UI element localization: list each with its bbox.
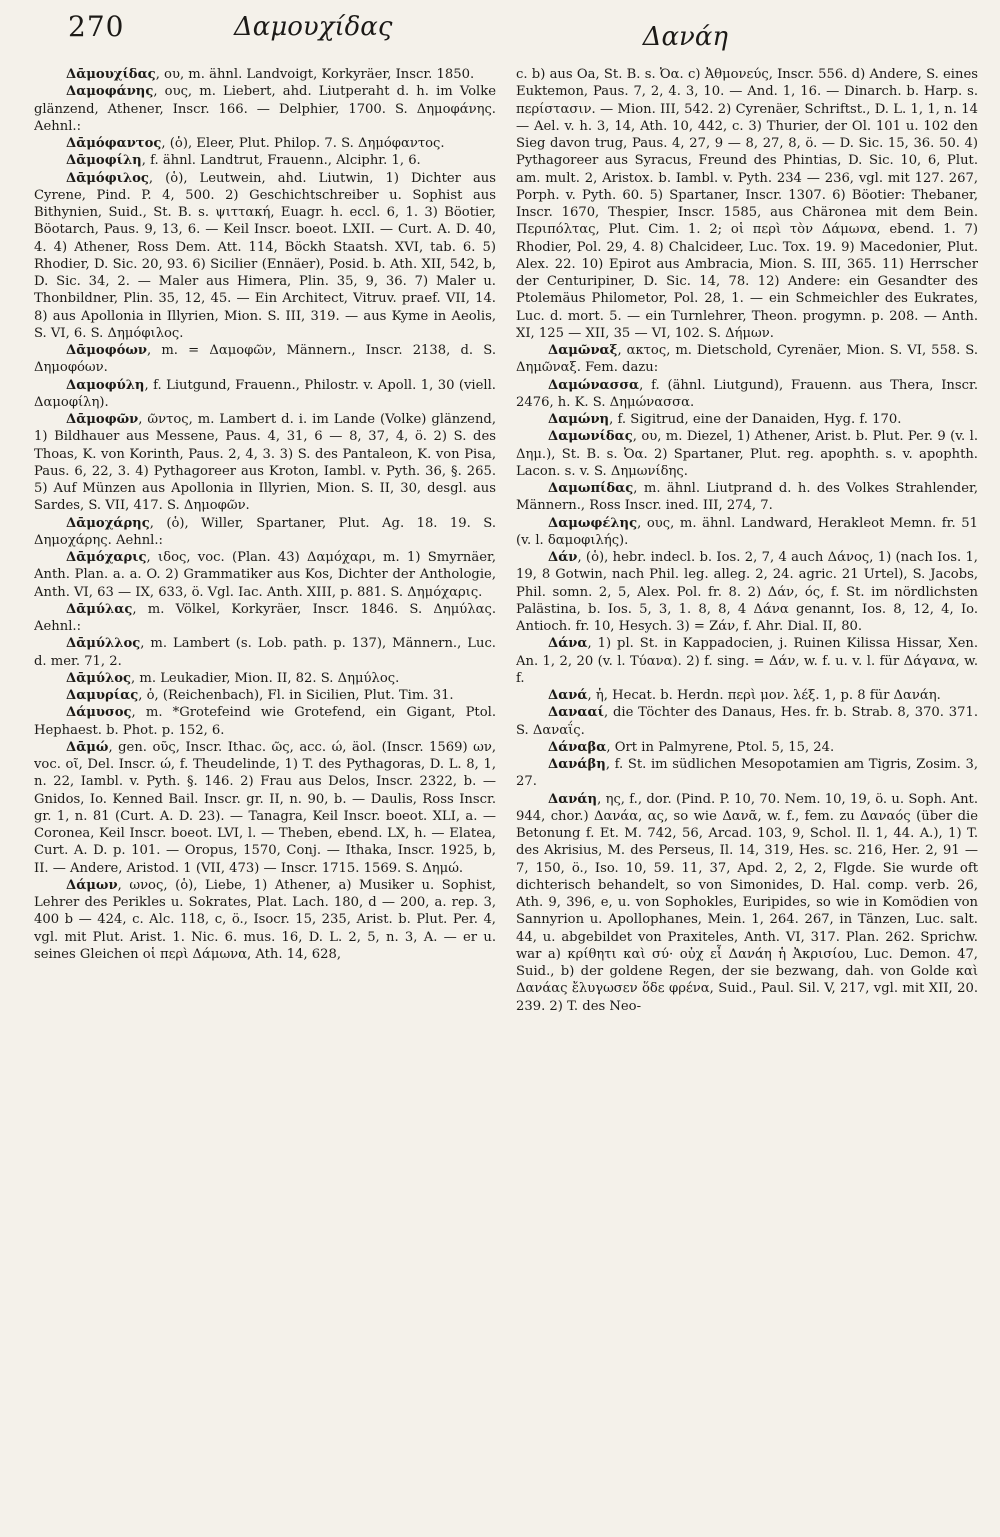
entry-text: , ου, m. Diezel, 1) Athener, Arist. b. Plut. Per. 9 (v. l. Δημ.), St. B. s. Ὀα. 2) Spartaner, Plut. reg. apophth. s. v. apophth. Lacon. s. v. S. Δημωνίδης. <box>516 429 978 479</box>
entry-headword: Δαμοφάνης <box>66 84 154 100</box>
entry-headword: Δᾱμύλλος <box>66 636 141 652</box>
entry-text: , (ὁ), Willer, Spartaner, Plut. Ag. 18. 19. S. Δημοχάρης. Aehnl.: <box>34 515 496 548</box>
entry-headword: Δανααί <box>548 705 605 721</box>
dictionary-entry <box>34 670 496 687</box>
entry-text: , ακτος, m. Dietschold, Cyrenäer, Mion. S. VI, 558. S. Δημῶναξ. Fem. dazu: <box>516 343 978 376</box>
dictionary-entry <box>516 515 978 550</box>
right-column <box>516 66 978 1525</box>
dictionary-entry <box>34 411 496 515</box>
entry-headword: Δαμωνίδας <box>548 429 633 445</box>
dictionary-entry <box>516 704 978 739</box>
dictionary-entry <box>516 342 978 377</box>
entry-headword: Δᾱμοχάρης <box>66 515 150 531</box>
entry-text: , (ὁ), Eleer, Plut. Philop. 7. S. Δημόφαντος. <box>161 136 445 151</box>
entry-text: , m. ähnl. Liutprand d. h. des Volkes Strahlender, Männern., Ross Inscr. ined. III, 274, 7. <box>516 481 978 514</box>
dictionary-entry <box>516 428 978 480</box>
page-number: 270 <box>68 10 125 43</box>
dictionary-entry <box>516 480 978 515</box>
dictionary-entry <box>34 66 496 83</box>
entry-text: , ωνος, (ὁ), Liebe, 1) Athener, a) Musiker u. Sophist, Lehrer des Perikles u. Sokrates, Plat. Lach. 180, d — 200, a. rep. 3, 400 b — 424, c. Alc. 118, c, ö., Isocr. 15, 235, Arist. b. Plut. Per. 4, vgl. mit Plut. Arist. 1. Nic. 6. mus. 16, D. L. 2, 5, n. 3, A. — er u. seines Gleichen οἱ περὶ Δάμωνα, Ath. 14, 628, <box>34 877 496 962</box>
entry-headword: Δᾱμοφόων <box>66 343 147 358</box>
entry-headword: Δᾱμύλας <box>66 601 133 617</box>
entry-headword: Δαμώνασσα <box>548 377 640 393</box>
dictionary-entry <box>34 377 496 412</box>
entry-text: , f. (ähnl. Liutgund), Frauenn. aus Thera, Inscr. 2476, h. K. S. Δημώνασσα. <box>516 377 978 410</box>
entry-headword: Δᾱμόφιλος <box>66 170 149 186</box>
entry-headword: Δάν <box>548 550 578 565</box>
entry-text: , 1) pl. St. in Kappadocien, j. Ruinen Kilissa Hissar, Xen. An. 1, 2, 20 (v. l. Τύανα). 2) f. sing. = Δάν, w. f. u. v. l. für Δάγανα, w. f. <box>516 636 978 686</box>
dictionary-entry <box>34 515 496 550</box>
entry-text: , f. Sigitrud, eine der Danaiden, Hyg. f. 170. <box>609 412 902 427</box>
entry-text: , m. *Grotefeind wie Grotefend, ein Gigant, Ptol. Hephaest. b. Phot. p. 152, 6. <box>34 705 496 738</box>
dictionary-entry <box>516 549 978 635</box>
right-running-head: Δανάη <box>642 22 728 52</box>
entry-headword: Δᾱμώ <box>66 739 109 755</box>
entry-text: c. b) aus Oa, St. B. s. Ὀα. c) Ἀθμονεύς, Inscr. 556. d) Andere, S. eines Euktemon, Paus. 7, 2, 4. 3, 10. — And. 1, 16. — Dinarch. b. Harp. s. περίστασιν. — Mion. III, 542. 2) Cyrenäer, Schriftst., D. L. 1, 1, n. 14 — Ael. v. h. 3, 14, Ath. 10, 442, c. 3) Thurier, der Ol. 101 u. 102 den Sieg davon trug, Paus. 4, 27, 9 — 8, 27, 8, ö. — D. Sic. 15, 36. 50. 4) Pythagoreer aus Syracus, Freund des Phintias, D. Sic. 10, 6, Plut. am. mult. 2, Aristox. b. Iambl. v. Pyth. 234 — 236, vgl. mit 127. 267, Porph. v. Pyth. 60. 5) Spartaner, Inscr. 1307. 6) Böotier: Thebaner, Inscr. 1670, Thespier, Inscr. 1585, aus Chäronea mit dem Bein. Περιπόλτας, Plut. Cim. 1. 2; οἱ περὶ τὸν Δάμωνα, ebend. 1. 7) Rhodier, Pol. 29, 4. 8) Chalcideer, Luc. Tox. 19. 9) Macedonier, Plut. Alex. 22. 10) Epirot aus Ambracia, Mion. S. III, 365. 11) Herrscher der Centuripiner, D. Sic. 14, 78. 12) Andere: ein Gesandter des Ptolemäus Philometor, Pol. 28, 1. — ein Schmeichler des Eukrates, Luc. d. mort. 5. — ein Turnlehrer, Theon. progymn. p. 208. — Anth. XI, 125 — XII, 35 — VI, 102. S. Δήμων. <box>516 67 978 341</box>
dictionary-entry <box>34 877 496 963</box>
entry-headword: Δᾱμόχαρις <box>66 550 147 565</box>
left-running-head: Δαμουχίδας <box>234 12 393 42</box>
page-header <box>34 0 966 66</box>
dictionary-entry <box>34 601 496 636</box>
entry-text: , Ort in Palmyrene, Ptol. 5, 15, 24. <box>606 739 835 755</box>
dictionary-entry <box>516 791 978 1015</box>
entry-headword: Δαμώνη <box>548 412 610 427</box>
entry-text: , m. Völkel, Korkyräer, Inscr. 1846. S. Δημύλας. Aehnl.: <box>34 601 496 634</box>
entry-text: , ὁ, (Reichenbach), Fl. in Sicilien, Plut. Tim. 31. <box>138 688 454 703</box>
entry-headword: Δαμυρίας <box>66 688 139 703</box>
entry-text: , ῶντος, m. Lambert d. i. im Lande (Volke) glänzend, 1) Bildhauer aus Messene, Paus. 4, 31, 6 — 8, 37, 4, ö. 2) S. des Thoas, K. von Korinth, Paus. 2, 4, 3. 3) S. des Pantaleon, K. von Pisa, Paus. 6, 22, 3. 4) Pythagoreer aus Kroton, Iambl. v. Pyth. 36, §. 265. 5) Auf Münzen aus Apollonia in Illyrien, Mion. S. II, 30, desgl. aus Sardes, S. VII, 417. S. Δημοφῶν. <box>34 412 496 514</box>
entry-headword: Δάμων <box>66 877 118 893</box>
entry-text: , f. St. im südlichen Mesopotamien am Tigris, Zosim. 3, 27. <box>516 757 978 790</box>
entry-headword: Δανάη <box>548 791 598 807</box>
entry-headword: Δανά <box>548 688 588 703</box>
dictionary-entry <box>516 411 978 428</box>
entry-headword: Δᾱμοφῶν <box>66 412 139 427</box>
dictionary-entry <box>34 152 496 169</box>
dictionary-entry <box>34 170 496 343</box>
dictionary-entry <box>516 756 978 791</box>
entry-headword: Δαμωπίδας <box>548 481 634 496</box>
dictionary-entry <box>516 687 978 704</box>
text-columns <box>34 66 978 1525</box>
entry-text: , m. Leukadier, Mion. II, 82. S. Δημύλος. <box>131 670 400 686</box>
entry-text: , f. ähnl. Landtrut, Frauenn., Alciphr. 1, 6. <box>141 153 421 169</box>
dictionary-entry <box>34 739 496 877</box>
entry-text: , ἡ, Hecat. b. Herdn. περὶ μον. λέξ. 1, p. 8 für Δανάη. <box>587 688 941 703</box>
entry-headword: Δαμοφύλη <box>66 377 145 393</box>
entry-headword: Δάνα <box>548 636 588 652</box>
entry-headword: Δᾱμύλος <box>66 670 132 686</box>
entry-text: , m. = Δαμοφῶν, Männern., Inscr. 2138, d. S. Δημοφόων. <box>34 343 496 376</box>
entry-text: , (ὁ), hebr. indecl. b. Ios. 2, 7, 4 auch Δάνος, 1) (nach Ios. 1, 19, 8 Gotwin, nach Phil. leg. alleg. 2, 24. agric. 21 Urtel), S. Jacobs, Phil. somn. 2, 5, Alex. Pol. fr. 8. 2) Δάν, ός, f. St. im nördlichsten Palästina, b. Ios. 5, 3, 1. 8, 8, 4 Δάνα genannt, Ios. 8, 12, 4, Io. Antioch. fr. 10, Hesych. 3) = Ζάν, f. Ahr. Dial. II, 80. <box>516 550 978 634</box>
dictionary-entry <box>34 135 496 152</box>
dictionary-entry <box>34 687 496 704</box>
entry-headword: Δάναβα <box>548 739 607 755</box>
dictionary-entry <box>34 704 496 739</box>
entry-headword: Δᾱμοφίλη <box>66 153 142 169</box>
entry-text: , ους, m. Liebert, ahd. Liutperaht d. h. im Volke glänzend, Athener, Inscr. 166. — Delphier, 1700. S. Δημοφάνης. Aehnl.: <box>34 84 496 134</box>
entry-headword: Δαμῶναξ <box>548 343 618 358</box>
dictionary-entry <box>34 549 496 601</box>
entry-headword: Δᾱμουχίδας <box>66 67 156 82</box>
entry-text: , ιδος, voc. (Plan. 43) Δαμόχαρι, m. 1) Smyrnäer, Anth. Plan. a. a. O. 2) Grammatiker aus Kos, Dichter der Anthologie, Anth. VI, 63 — IX, 633, ö. Vgl. Iac. Anth. XIII, p. 881. S. Δημόχαρις. <box>34 550 496 600</box>
dictionary-entry <box>516 377 978 412</box>
entry-text: , ους, m. ähnl. Landward, Herakleot Memn. fr. 51 (v. l. δαμοφιλής). <box>516 515 978 548</box>
entry-text: , ου, m. ähnl. Landvoigt, Korkyräer, Inscr. 1850. <box>155 67 475 82</box>
entry-headword: Δαμωφέλης <box>548 515 638 531</box>
entry-text: , die Töchter des Danaus, Hes. fr. b. Strab. 8, 370. 371. S. Δαναΐς. <box>516 705 978 738</box>
dictionary-entry <box>34 83 496 135</box>
dictionary-entry <box>516 635 978 687</box>
entry-text: , gen. οῦς, Inscr. Ithac. ῶς, acc. ώ, äol. (Inscr. 1569) ων, voc. οῖ, Del. Inscr. ώ, f. Theudelinde, 1) T. des Pythagoras, D. L. 8, 1, n. 22, Iambl. v. Pyth. §. 146. 2) Frau aus Delos, Inscr. 2322, b. — Gnidos, Io. Kenned Bail. Inscr. gr. II, n. 90, b. — Daulis, Ross Inscr. gr. 1, n. 81 (Curt. A. D. 23). — Tanagra, Keil Inscr. boeot. XLI, a. — Coronea, Keil Inscr. boeot. LVI, l. — Theben, ebend. LX, h. — Elatea, Curt. A. D. p. 101. — Oropus, 1570, Conj. — Ithaka, Inscr. 1925, b, II. — Andere, Aristod. 1 (VII, 473) — Inscr. 1715. 1569. S. Δημώ. <box>34 739 496 876</box>
dictionary-entry <box>34 635 496 670</box>
dictionary-entry <box>34 342 496 377</box>
entry-text: , f. Liutgund, Frauenn., Philostr. v. Apoll. 1, 30 (viell. Δαμοφίλη). <box>34 377 496 410</box>
entry-headword: Δᾱμόφαντος <box>66 136 162 151</box>
entry-text: , ης, f., dor. (Pind. P. 10, 70. Nem. 10, 19, ö. u. Soph. Ant. 944, chor.) Δανάα, ας, so wie Δανᾶ, w. f., fem. zu Δαναός (über die Betonung f. Et. M. 742, 56, Arcad. 103, 9, Schol. Il. 1, 44. A.), 1) T. des Akrisius, M. des Perseus, Il. 14, 319, Hes. sc. 216, Her. 2, 91 — 7, 150, ö., Iso. 10, 59. 11, 37, Apd. 2, 2, 2, Flgde. Sie wurde oft dichterisch behandelt, so von Simonides, D. Hal. comp. verb. 26, Ath. 9, 396, e, u. von Sophokles, Euripides, so wie in Komödien von Sannyrion u. Apollophanes, Mein. 1, 264. 267, in Tänzen, Luc. salt. 44, u. abgebildet von Praxiteles, Anth. VI, 317. Plan. 262. Sprichw. war a) κρίθητι καὶ σύ· οὐχ εἶ Δανάη ἡ Ἀκρισίου, Luc. Demon. 47, Suid., b) der goldene Regen, der sie bezwang, dah. von Golde καὶ Δανάας ἔλυγωσεν ὅδε φρένα, Suid., Paul. Sil. V, 217, vgl. mit XII, 20. 239. 2) T. des Neo- <box>516 791 978 1014</box>
entry-headword: Δανάβη <box>548 757 606 772</box>
left-column <box>34 66 496 1525</box>
dictionary-entry <box>516 739 978 756</box>
entry-text: , (ὁ), Leutwein, ahd. Liutwin, 1) Dichter aus Cyrene, Pind. P. 4, 500. 2) Geschichtschreiber u. Sophist aus Bithynien, Suid., St. B. s. ψιττακή, Euagr. h. eccl. 6, 1. 3) Böotier, Böotarch, Paus. 9, 13, 6. — Keil Inscr. boeot. LXII. — Curt. A. D. 40, 4. 4) Athener, Ross Dem. Att. 114, Böckh Staatsh. XVI, tab. 6. 5) Rhodier, D. Sic. 20, 93. 6) Sicilier (Ennäer), Posid. b. Ath. XII, 542, b, D. Sic. 34, 2. — Maler aus Himera, Plin. 35, 9, 36. 7) Maler u. Thonbildner, Plin. 35, 12, 45. — Ein Architect, Vitruv. praef. VII, 14. 8) aus Apollonia in Illyrien, Mion. S. III, 319. — aus Kyme in Aeolis, S. VI, 6. S. Δημόφιλος. <box>34 170 496 341</box>
entry-text: , m. Lambert (s. Lob. path. p. 137), Männern., Luc. d. mer. 71, 2. <box>34 636 496 669</box>
entry-headword: Δάμυσος <box>66 705 132 721</box>
dictionary-entry <box>516 66 978 342</box>
